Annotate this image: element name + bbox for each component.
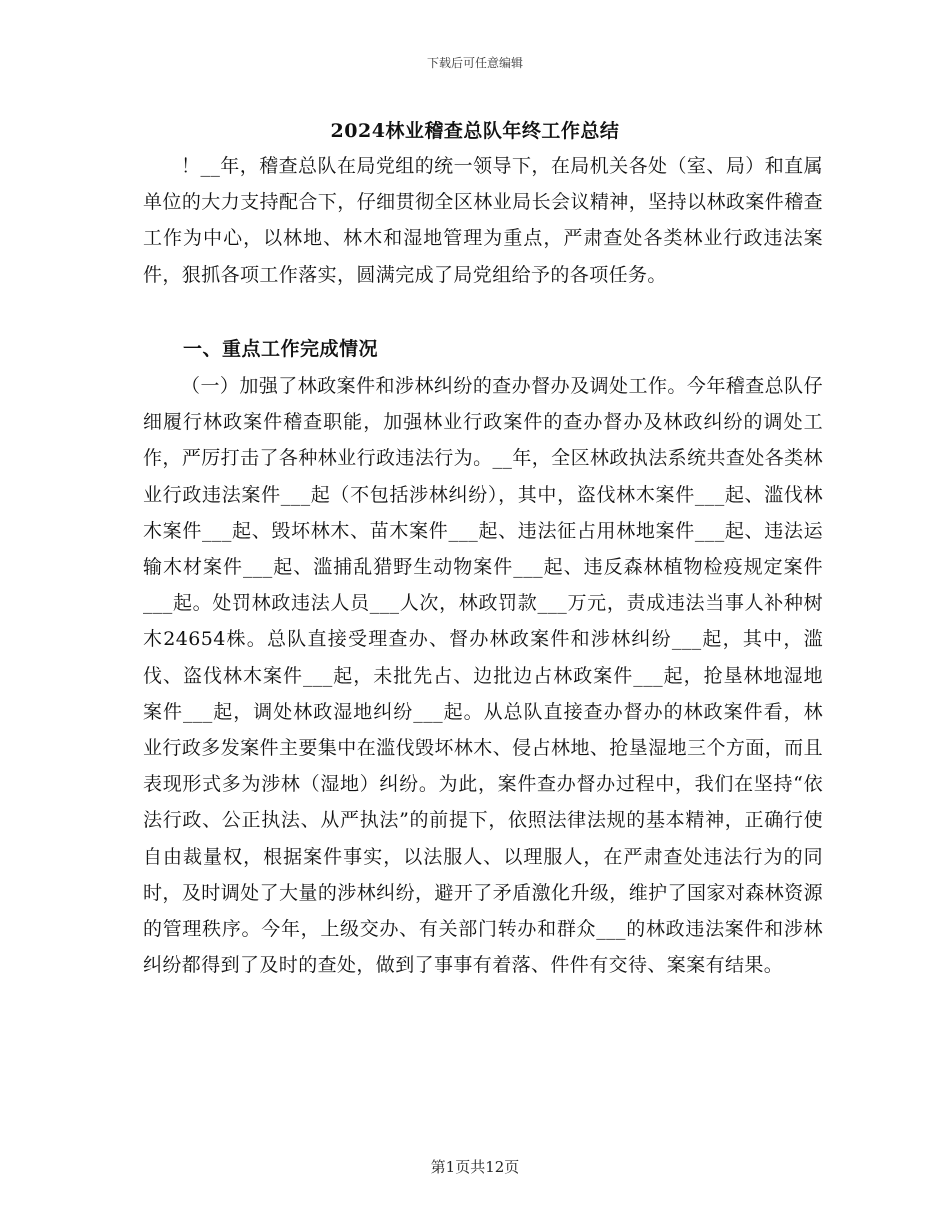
intro-paragraph-block [143,148,823,293]
section-paragraph: （一）加强了林政案件和涉林纠纷的查办督办及调处工作。今年稽查总队仔细履行林政案件稽查职能，加强林业行政案件的查办督办及林政纠纷的调处工作，严厉打击了各种林业行政违法行为。__年，全区林政执法系统共查处各类林业行政违法案件___起（不包括涉林纠纷），其中，盗伐林木案件___起、滥伐林木案件___起、毁坏林木、苗木案件___起、违法征占用林地案件___起、违法运输木材案件___起、滥捕乱猎野生动物案件___起、违反森林植物检疫规定案件___起。处罚林政违法人员___人次，林政罚款___万元，责成违法当事人补种树木24654株。总队直接受理查办、督办林政案件和涉林纠纷___起，其中，滥伐、盗伐林木案件___起，未批先占、边批边占林政案件___起，抢垦林地湿地案件___起，调处林政湿地纠纷___起。从总队直接查办督办的林政案件看，林业行政多发案件主要集中在滥伐毁坏林木、侵占林地、抢垦湿地三个方面，而且表现形式多为涉林（湿地）纠纷。为此，案件查办督办过程中，我们在坚持“依法行政、公正执法、从严执法”的前提下，依照法律法规的基本精神，正确行使自由裁量权，根据案件事实，以法服人、以理服人，在严肃查处违法行为的同时，及时调处了大量的涉林纠纷，避开了矛盾激化升级，维护了国家对森林资源的管理秩序。今年，上级交办、有关部门转办和群众___的林政违法案件和涉林纠纷都得到了及时的查处，做到了事事有着落、件件有交待、案案有结果。 [143,375,823,977]
section-paragraph-block [143,368,823,983]
section-heading: 一、重点工作完成情况 [183,338,379,360]
page-footer: 第1页共12页 [430,1158,520,1176]
document-title: 2024林业稽查总队年终工作总结 [330,120,620,142]
intro-paragraph: ！__年，稽查总队在局党组的统一领导下，在局机关各处（室、局）和直属单位的大力支持配合下，仔细贯彻全区林业局长会议精神，坚持以林政案件稽查工作为中心，以林地、林木和湿地管理为重点，严肃查处各类林业行政违法案件，狠抓各项工作落实，圆满完成了局党组给予的各项任务。 [143,155,823,286]
page-header-note: 下载后可任意编辑 [426,56,523,70]
